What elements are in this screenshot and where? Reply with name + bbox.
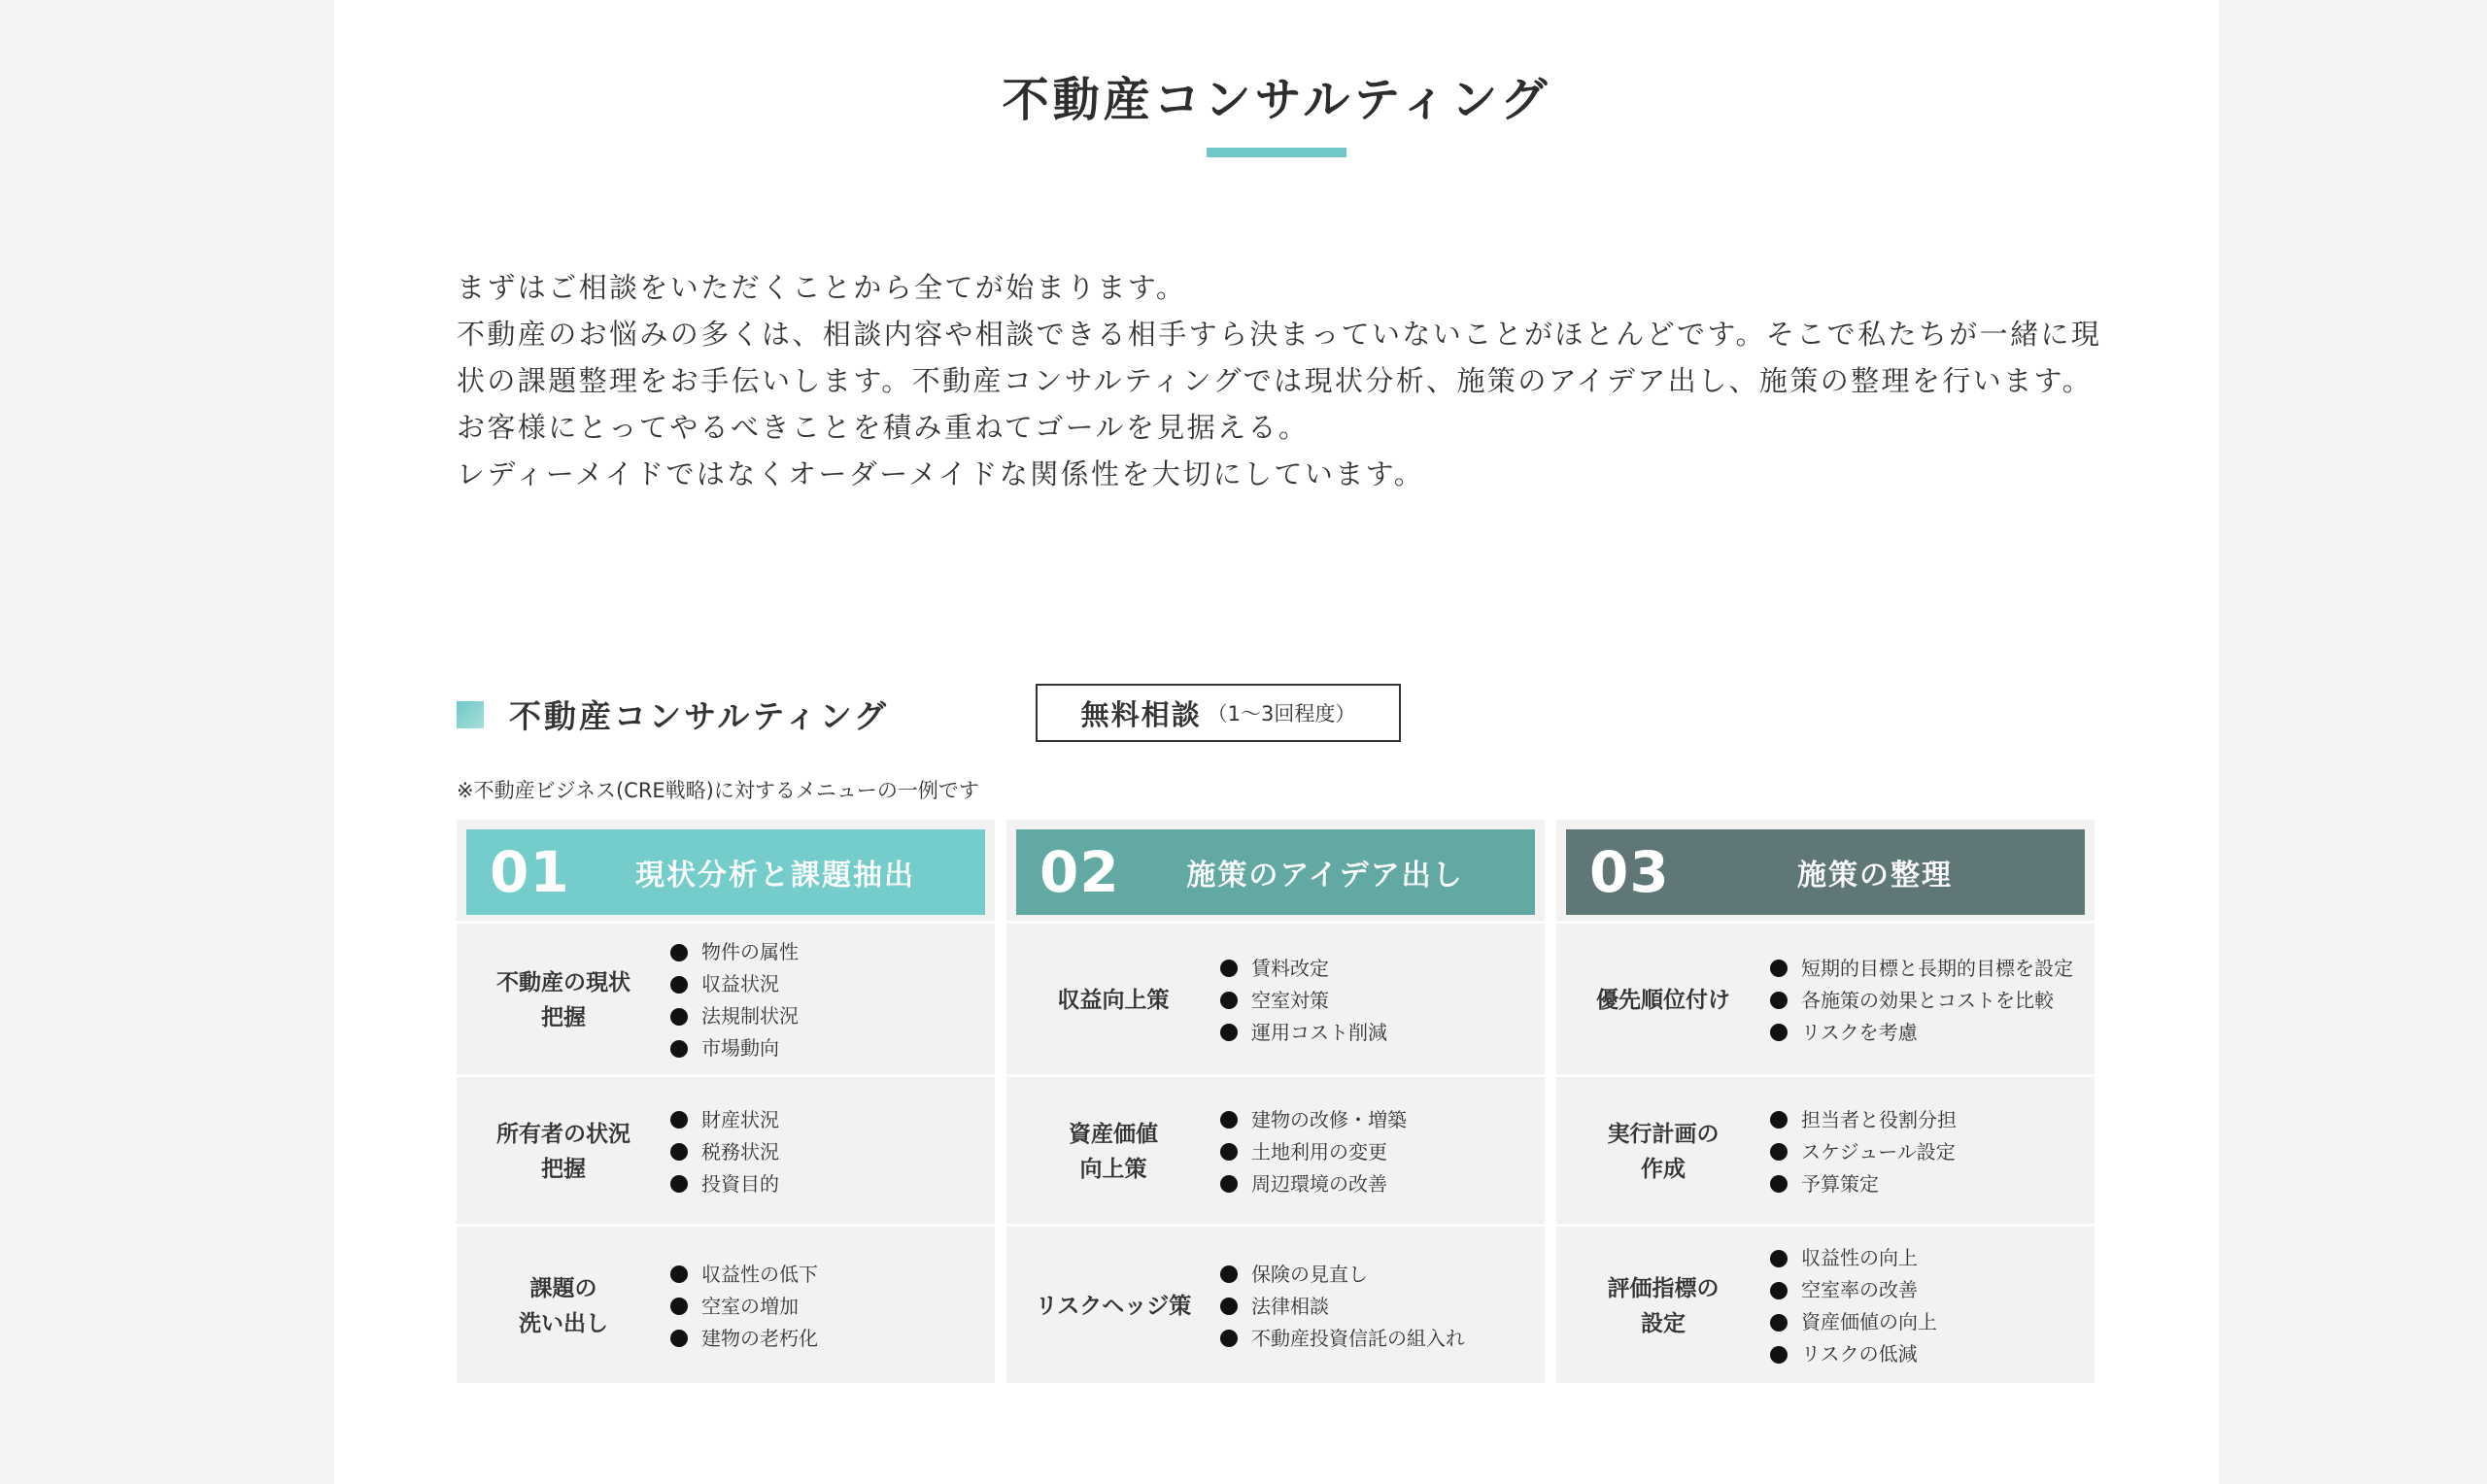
step-row [1556,1224,2095,1386]
row-items [1770,1242,1937,1370]
row-label-line: 向上策 [1079,1157,1147,1182]
item-text: リスクの低減 [1801,1342,1918,1366]
bullet-icon [670,1330,688,1347]
bullet-icon [1770,992,1788,1009]
list-item [670,936,799,968]
row-label-line: リスクヘッジ策 [1035,1294,1192,1319]
row-label-line: 設定 [1641,1311,1686,1336]
step-row [1556,1074,2095,1227]
row-label-line: 課題の [529,1276,597,1301]
bullet-icon [670,1111,688,1129]
item-text: 担当者と役割分担 [1801,1107,1957,1131]
row-label-line: 資産価値 [1069,1122,1158,1147]
bullet-icon [1220,960,1238,977]
item-text: 空室対策 [1251,988,1329,1012]
row-label-line: 実行計画の [1607,1122,1720,1147]
list-item [670,1032,799,1064]
badge-main-label: 無料相談 [1080,697,1202,731]
bullet-icon [670,1040,688,1058]
list-item [1770,1338,1937,1370]
title-underline [1207,148,1346,157]
item-text: 予算策定 [1801,1171,1879,1196]
bullet-icon [670,1298,688,1315]
step-title: 施策の整理 [1797,859,1953,893]
row-label-line: 把握 [541,1005,586,1030]
row-label-line: 所有者の状況 [496,1122,630,1147]
bullet-icon [1770,1346,1788,1364]
row-items [1770,1104,1957,1200]
bullet-icon [1770,1143,1788,1161]
step-number: 01 [490,839,570,905]
item-text: 土地利用の変更 [1251,1139,1387,1164]
item-text: 物件の属性 [701,940,799,963]
item-text: 税務状況 [701,1139,779,1164]
list-item [670,1136,779,1168]
row-items [670,1104,779,1200]
row-label [457,1117,670,1187]
row-label [1556,1117,1770,1187]
bullet-icon [1220,1175,1238,1193]
item-text: 投資目的 [701,1171,779,1196]
item-text: 保険の見直し [1251,1262,1368,1286]
bullet-icon [1220,1143,1238,1161]
item-text: 法律相談 [1251,1294,1329,1318]
step-row [1006,1224,1545,1386]
row-label-line: 不動産の現状 [496,970,630,995]
bullet-icon [1220,1024,1238,1041]
step-column-03 [1556,820,2095,1383]
item-text: 短期的目標と長期的目標を設定 [1801,956,2073,980]
bullet-icon [1220,992,1238,1009]
intro-line: レディーメイドではなくオーダーメイドな関係性を大切にしています。 [457,457,1425,490]
step-row [1006,921,1545,1077]
list-item [1220,1017,1387,1049]
item-text: 建物の老朽化 [701,1326,818,1350]
list-item [1220,985,1387,1017]
step-column-01 [457,820,995,1383]
step-row [1006,1074,1545,1227]
step-title: 施策のアイデア出し [1186,859,1464,893]
bullet-icon [1770,1314,1788,1332]
bullet-icon [1770,1111,1788,1129]
step-number: 03 [1589,839,1670,905]
row-label [1006,1117,1220,1187]
step-header [466,829,985,915]
item-text: 賃料改定 [1251,956,1329,980]
row-items [670,1259,818,1355]
list-item [670,1259,818,1291]
bullet-icon [670,1265,688,1283]
step-column-02 [1006,820,1545,1383]
list-item [670,1000,799,1032]
bullet-icon [1770,1250,1788,1267]
list-item [1220,1168,1407,1200]
step-row [457,1224,995,1386]
item-text: 空室の増加 [701,1294,799,1318]
item-text: 不動産投資信託の組入れ [1251,1326,1465,1350]
free-consultation-badge [1036,684,1401,742]
list-item [1770,1306,1937,1338]
step-row [457,1074,995,1227]
intro-line: まずはご相談をいただくことから全てが始まります。 [457,271,1187,304]
list-item [670,1291,818,1323]
list-item [670,968,799,1000]
row-items [1770,953,2073,1049]
bullet-icon [1770,1175,1788,1193]
row-items [1220,1259,1465,1355]
bullet-icon [1770,1282,1788,1299]
item-text: 収益状況 [701,972,779,995]
step-title: 現状分析と課題抽出 [635,859,915,893]
row-label [1556,1271,1770,1341]
item-text: 資産価値の向上 [1801,1310,1937,1333]
row-label-line: 作成 [1641,1157,1686,1182]
list-item [670,1323,818,1355]
intro-line: お客様にとってやるべきことを積み重ねてゴールを見据える。 [457,411,1310,444]
step-row [1556,921,2095,1077]
list-item [1220,953,1387,985]
bullet-icon [1220,1111,1238,1129]
step-header [1566,829,2085,915]
row-items [670,936,799,1064]
row-label [1006,983,1220,1018]
list-item [1770,1168,1957,1200]
list-item [1770,1136,1957,1168]
bullet-icon [1220,1265,1238,1283]
bullet-icon [670,976,688,994]
row-label-line: 洗い出し [519,1311,608,1336]
row-label-line: 収益向上策 [1057,988,1170,1013]
bullet-icon [1220,1330,1238,1347]
list-item [1770,1017,2073,1049]
list-item [1770,1104,1957,1136]
step-row [457,921,995,1077]
list-item [1770,953,2073,985]
bullet-icon [1770,960,1788,977]
list-item [1770,985,2073,1017]
step-number: 02 [1039,839,1120,905]
row-label-line: 把握 [541,1157,586,1182]
item-text: 各施策の効果とコストを比較 [1801,988,2054,1012]
item-text: 運用コスト削減 [1251,1020,1387,1044]
row-label [1556,983,1770,1018]
bullet-icon [1770,1024,1788,1041]
list-item [670,1104,779,1136]
item-text: 周辺環境の改善 [1251,1171,1387,1196]
item-text: 収益性の低下 [701,1262,818,1286]
intro-line: 不動産のお悩みの多くは、相談内容や相談できる相手すら決まっていないことがほとんどです。そこで私たちが一緒に現状の課題整理をお手伝いします。不動産コンサルティングでは現状分析、施策のアイデア出し、施策の整理を行います。 [457,318,2102,397]
item-text: 建物の改修・増築 [1251,1107,1407,1131]
row-label-line: 優先順位付け [1596,988,1730,1013]
list-item [1220,1291,1465,1323]
section-title: 不動産コンサルティング [509,697,890,735]
item-text: 空室率の改善 [1801,1278,1918,1301]
item-text: 財産状況 [701,1107,779,1131]
row-items [1220,1104,1407,1200]
row-label-line: 評価指標の [1607,1276,1720,1301]
content-panel [334,0,2219,1484]
row-label [457,1271,670,1341]
item-text: 市場動向 [701,1036,779,1060]
list-item [1220,1323,1465,1355]
list-item [1220,1136,1407,1168]
list-item [1770,1242,1937,1274]
row-items [1220,953,1387,1049]
step-header [1016,829,1535,915]
item-text: スケジュール設定 [1801,1139,1956,1164]
intro-text [457,264,2108,497]
item-text: 法規制状況 [701,1004,799,1028]
row-label [457,965,670,1035]
section-note: ※不動産ビジネス(CRE戦略)に対するメニューの一例です [457,779,979,802]
bullet-icon [670,1175,688,1193]
section-marker-icon [457,701,484,728]
item-text: 収益性の向上 [1801,1246,1918,1269]
list-item [1220,1259,1465,1291]
item-text: リスクを考慮 [1801,1020,1918,1044]
list-item [1220,1104,1407,1136]
row-label [1006,1289,1220,1324]
badge-sub-label: （1〜3回程度） [1207,702,1356,725]
bullet-icon [670,944,688,961]
list-item [670,1168,779,1200]
page-title: 不動産コンサルティング [1002,73,1551,127]
bullet-icon [670,1008,688,1026]
bullet-icon [1220,1298,1238,1315]
bullet-icon [670,1143,688,1161]
list-item [1770,1274,1937,1306]
